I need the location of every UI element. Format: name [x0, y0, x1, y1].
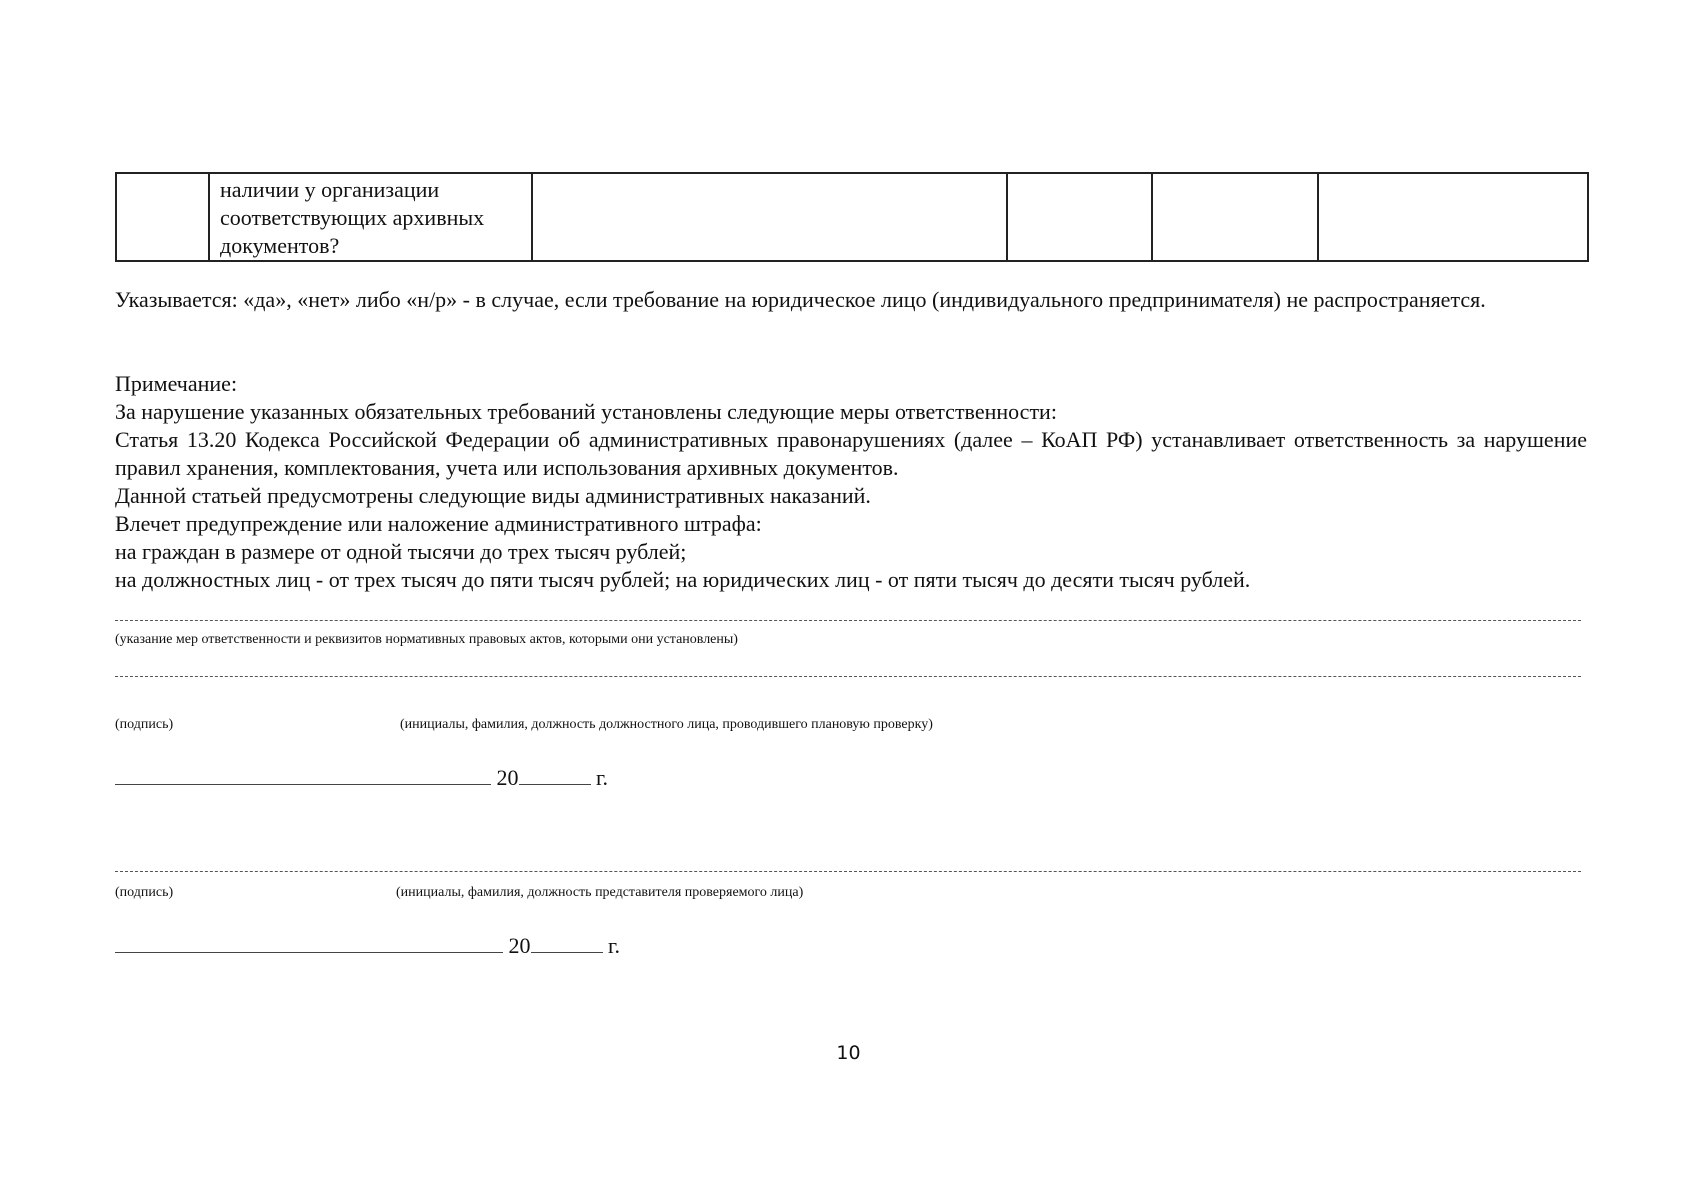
inspector-signature-line	[115, 676, 1581, 677]
year-blank	[519, 762, 591, 785]
table-cell-answer-yes	[1007, 173, 1152, 261]
note-line: на граждан в размере от одной тысячи до трех тысяч рублей;	[115, 539, 687, 564]
date-blank	[115, 930, 503, 953]
representative-signature-line	[115, 871, 1581, 872]
signature-caption: (подпись)	[115, 717, 174, 732]
year-prefix: 20	[496, 765, 519, 790]
note-line: Статья 13.20 Кодекса Российской Федерации об административных правонарушениях (далее – КоАП РФ) устанавливает ответственность за нарушение правил хранения, комплектования, учета или использования архивных документов.	[115, 427, 1587, 480]
page-number: 10	[836, 1042, 861, 1064]
table-cell-answer-na	[1318, 173, 1588, 261]
note-line: Данной статьей предусмотрены следующие виды административных наказаний.	[115, 483, 871, 508]
representative-date-line	[115, 930, 620, 960]
note-line: За нарушение указанных обязательных требований установлены следующие меры ответственности:	[115, 399, 1057, 424]
inspector-date-line	[115, 762, 608, 792]
year-prefix: 20	[508, 933, 531, 958]
instruction-text: Указывается: «да», «нет» либо «н/р» - в случае, если требование на юридическое лицо (индивидуального предпринимателя) не распространяется.	[115, 287, 1486, 312]
inspector-caption: (инициалы, фамилия, должность должностного лица, проводившего плановую проверку)	[400, 717, 933, 732]
year-suffix: г.	[596, 765, 609, 790]
note-line: Влечет предупреждение или наложение административного штрафа:	[115, 511, 762, 536]
note-heading: Примечание:	[115, 371, 238, 396]
checklist-table	[115, 172, 1589, 262]
table-cell-answer-no	[1152, 173, 1318, 261]
note-line: на должностных лиц - от трех тысяч до пяти тысяч рублей; на юридических лиц - от пяти тысяч до десяти тысяч рублей.	[115, 567, 1251, 592]
table-cell-number	[116, 173, 209, 261]
table-cell-legal-basis	[532, 173, 1007, 261]
liability-line	[115, 620, 1581, 621]
year-blank	[531, 930, 603, 953]
year-suffix: г.	[608, 933, 621, 958]
question-text: наличии у организации соответствующих архивных документов?	[220, 177, 485, 258]
table-cell-question	[209, 173, 532, 261]
liability-caption: (указание мер ответственности и реквизитов нормативных правовых актов, которыми они установлены)	[115, 632, 738, 647]
representative-caption: (инициалы, фамилия, должность представителя проверяемого лица)	[396, 885, 804, 900]
table-row	[116, 173, 1588, 261]
signature-caption: (подпись)	[115, 885, 174, 900]
date-blank	[115, 762, 491, 785]
